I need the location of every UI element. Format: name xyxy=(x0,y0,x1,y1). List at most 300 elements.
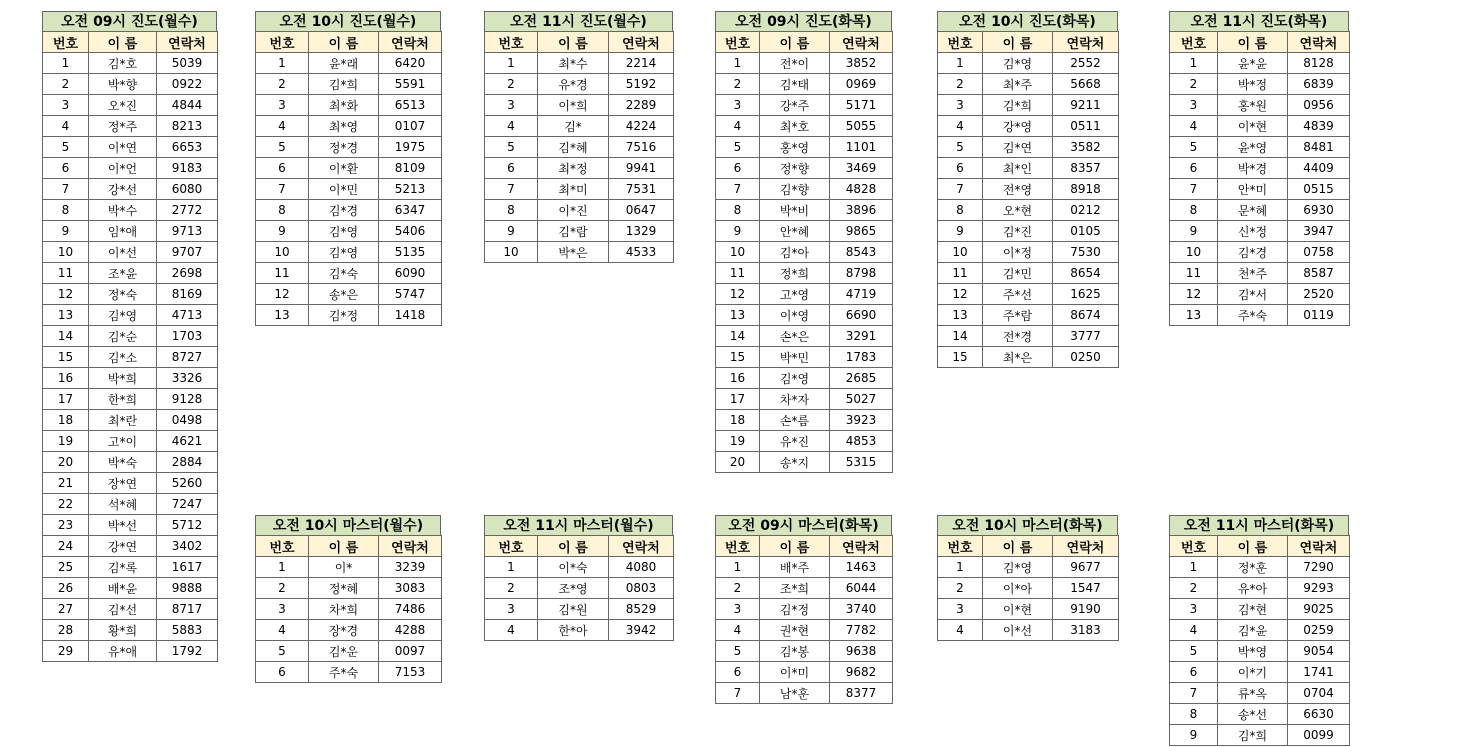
contact-number: 0119 xyxy=(1288,305,1350,326)
row-number: 1 xyxy=(1170,557,1218,578)
row-number: 6 xyxy=(716,662,760,683)
row-number: 4 xyxy=(256,620,309,641)
student-name: 김*영 xyxy=(983,53,1053,74)
class-table xyxy=(937,515,1118,641)
contact-number: 6630 xyxy=(1288,704,1350,725)
table-row xyxy=(485,95,674,116)
student-name: 김*록 xyxy=(89,557,157,578)
header-name: 이 름 xyxy=(538,536,609,557)
row-number: 4 xyxy=(485,116,538,137)
table-row xyxy=(716,389,893,410)
header-contact: 연락처 xyxy=(157,32,218,53)
contact-number: 2214 xyxy=(609,53,674,74)
table-row xyxy=(716,326,893,347)
row-number: 8 xyxy=(938,200,983,221)
table-row xyxy=(256,662,442,683)
row-number: 2 xyxy=(938,578,983,599)
contact-number: 9677 xyxy=(1053,557,1119,578)
student-name: 김*람 xyxy=(538,221,609,242)
student-name: 박*정 xyxy=(1218,74,1288,95)
row-number: 8 xyxy=(1170,200,1218,221)
row-number: 3 xyxy=(938,599,983,620)
contact-number: 7782 xyxy=(830,620,893,641)
table-row xyxy=(43,263,218,284)
table-row xyxy=(43,389,218,410)
row-number: 23 xyxy=(43,515,89,536)
contact-number: 0099 xyxy=(1288,725,1350,746)
student-name: 김*영 xyxy=(983,557,1053,578)
header-row xyxy=(1170,536,1350,557)
student-name: 김*현 xyxy=(1218,599,1288,620)
contact-number: 5055 xyxy=(830,116,893,137)
table-row xyxy=(43,536,218,557)
header-contact: 연락처 xyxy=(830,536,893,557)
student-name: 이*정 xyxy=(983,242,1053,263)
header-contact: 연락처 xyxy=(1288,536,1350,557)
contact-number: 2520 xyxy=(1288,284,1350,305)
header-name: 이 름 xyxy=(983,32,1053,53)
student-name: 정*향 xyxy=(760,158,830,179)
student-name: 이*기 xyxy=(1218,662,1288,683)
row-number: 4 xyxy=(1170,116,1218,137)
contact-number: 9128 xyxy=(157,389,218,410)
header-contact: 연락처 xyxy=(1288,32,1350,53)
student-name: 주*람 xyxy=(983,305,1053,326)
row-number: 4 xyxy=(256,116,309,137)
row-number: 8 xyxy=(716,200,760,221)
roster-table xyxy=(484,535,674,641)
table-row xyxy=(485,578,674,599)
table-row xyxy=(256,305,442,326)
contact-number: 7531 xyxy=(609,179,674,200)
contact-number: 9707 xyxy=(157,242,218,263)
contact-number: 5712 xyxy=(157,515,218,536)
contact-number: 7247 xyxy=(157,494,218,515)
row-number: 2 xyxy=(938,74,983,95)
row-number: 15 xyxy=(938,347,983,368)
contact-number: 6839 xyxy=(1288,74,1350,95)
table-row xyxy=(256,53,442,74)
row-number: 2 xyxy=(1170,74,1218,95)
student-name: 김* xyxy=(538,116,609,137)
student-name: 최*인 xyxy=(983,158,1053,179)
table-row xyxy=(1170,95,1350,116)
table-row xyxy=(485,620,674,641)
table-row xyxy=(43,158,218,179)
contact-number: 8377 xyxy=(830,683,893,704)
header-no: 번호 xyxy=(1170,32,1218,53)
table-row xyxy=(1170,53,1350,74)
contact-number: 5135 xyxy=(379,242,442,263)
contact-number: 0515 xyxy=(1288,179,1350,200)
contact-number: 4224 xyxy=(609,116,674,137)
row-number: 4 xyxy=(485,620,538,641)
header-contact: 연락처 xyxy=(379,32,442,53)
row-number: 18 xyxy=(43,410,89,431)
student-name: 황*희 xyxy=(89,620,157,641)
contact-number: 9638 xyxy=(830,641,893,662)
contact-number: 0105 xyxy=(1053,221,1119,242)
table-row xyxy=(938,620,1119,641)
header-row xyxy=(43,32,218,53)
contact-number: 4288 xyxy=(379,620,442,641)
contact-number: 7486 xyxy=(379,599,442,620)
row-number: 15 xyxy=(716,347,760,368)
contact-number: 4719 xyxy=(830,284,893,305)
table-row xyxy=(43,431,218,452)
contact-number: 3740 xyxy=(830,599,893,620)
contact-number: 9293 xyxy=(1288,578,1350,599)
student-name: 김*진 xyxy=(983,221,1053,242)
table-row xyxy=(1170,725,1350,746)
table-row xyxy=(716,95,893,116)
student-name: 윤*영 xyxy=(1218,137,1288,158)
table-row xyxy=(43,242,218,263)
student-name: 윤*윤 xyxy=(1218,53,1288,74)
table-row xyxy=(1170,263,1350,284)
roster-table xyxy=(937,31,1119,368)
student-name: 이*영 xyxy=(760,305,830,326)
contact-number: 4621 xyxy=(157,431,218,452)
student-name: 박*영 xyxy=(1218,641,1288,662)
contact-number: 2289 xyxy=(609,95,674,116)
contact-number: 1463 xyxy=(830,557,893,578)
table-row xyxy=(43,95,218,116)
contact-number: 8727 xyxy=(157,347,218,368)
row-number: 2 xyxy=(485,74,538,95)
student-name: 김*운 xyxy=(309,641,379,662)
contact-number: 0922 xyxy=(157,74,218,95)
class-table xyxy=(1169,11,1349,326)
header-row xyxy=(256,536,442,557)
contact-number: 7290 xyxy=(1288,557,1350,578)
contact-number: 0758 xyxy=(1288,242,1350,263)
row-number: 28 xyxy=(43,620,89,641)
table-row xyxy=(938,221,1119,242)
student-name: 김*영 xyxy=(309,242,379,263)
table-row xyxy=(716,368,893,389)
row-number: 2 xyxy=(485,578,538,599)
header-name: 이 름 xyxy=(309,32,379,53)
student-name: 홍*원 xyxy=(1218,95,1288,116)
student-name: 배*윤 xyxy=(89,578,157,599)
table-row xyxy=(485,116,674,137)
header-row xyxy=(716,536,893,557)
student-name: 류*옥 xyxy=(1218,683,1288,704)
row-number: 2 xyxy=(1170,578,1218,599)
table-row xyxy=(485,200,674,221)
contact-number: 1625 xyxy=(1053,284,1119,305)
contact-number: 6653 xyxy=(157,137,218,158)
table-row xyxy=(1170,116,1350,137)
table-row xyxy=(716,662,893,683)
row-number: 12 xyxy=(716,284,760,305)
table-row xyxy=(256,578,442,599)
student-name: 이*현 xyxy=(1218,116,1288,137)
student-name: 이*민 xyxy=(309,179,379,200)
table-row xyxy=(43,452,218,473)
row-number: 11 xyxy=(938,263,983,284)
header-contact: 연락처 xyxy=(1053,536,1119,557)
contact-number: 8587 xyxy=(1288,263,1350,284)
header-contact: 연락처 xyxy=(379,536,442,557)
row-number: 10 xyxy=(1170,242,1218,263)
table-row xyxy=(256,95,442,116)
contact-number: 3083 xyxy=(379,578,442,599)
student-name: 유*아 xyxy=(1218,578,1288,599)
row-number: 9 xyxy=(716,221,760,242)
student-name: 최*은 xyxy=(983,347,1053,368)
header-name: 이 름 xyxy=(1218,32,1288,53)
student-name: 김*영 xyxy=(89,305,157,326)
contact-number: 9190 xyxy=(1053,599,1119,620)
row-number: 5 xyxy=(716,137,760,158)
row-number: 26 xyxy=(43,578,89,599)
student-name: 김*혜 xyxy=(538,137,609,158)
table-row xyxy=(43,53,218,74)
class-table xyxy=(255,515,441,683)
roster-table xyxy=(937,535,1119,641)
row-number: 1 xyxy=(256,53,309,74)
contact-number: 9211 xyxy=(1053,95,1119,116)
student-name: 안*혜 xyxy=(760,221,830,242)
student-name: 최*란 xyxy=(89,410,157,431)
table-row xyxy=(256,179,442,200)
student-name: 최*미 xyxy=(538,179,609,200)
contact-number: 4853 xyxy=(830,431,893,452)
header-name: 이 름 xyxy=(309,536,379,557)
table-row xyxy=(716,242,893,263)
student-name: 석*혜 xyxy=(89,494,157,515)
student-name: 최*정 xyxy=(538,158,609,179)
header-row xyxy=(256,32,442,53)
table-row xyxy=(938,242,1119,263)
contact-number: 8169 xyxy=(157,284,218,305)
class-table xyxy=(255,11,441,326)
student-name: 박*향 xyxy=(89,74,157,95)
student-name: 김*희 xyxy=(1218,725,1288,746)
student-name: 정*희 xyxy=(760,263,830,284)
student-name: 손*은 xyxy=(760,326,830,347)
header-contact: 연락처 xyxy=(609,32,674,53)
student-name: 김*순 xyxy=(89,326,157,347)
row-number: 6 xyxy=(1170,662,1218,683)
row-number: 4 xyxy=(716,620,760,641)
table-row xyxy=(485,137,674,158)
table-row xyxy=(43,179,218,200)
header-name: 이 름 xyxy=(760,32,830,53)
student-name: 장*경 xyxy=(309,620,379,641)
class-table xyxy=(484,515,673,641)
contact-number: 7530 xyxy=(1053,242,1119,263)
table-row xyxy=(938,347,1119,368)
student-name: 권*현 xyxy=(760,620,830,641)
table-row xyxy=(938,263,1119,284)
student-name: 고*이 xyxy=(89,431,157,452)
header-row xyxy=(485,536,674,557)
row-number: 3 xyxy=(716,599,760,620)
row-number: 22 xyxy=(43,494,89,515)
student-name: 조*영 xyxy=(538,578,609,599)
table-title: 오전 11시 마스터(화목) xyxy=(1169,515,1349,535)
student-name: 강*선 xyxy=(89,179,157,200)
row-number: 6 xyxy=(256,158,309,179)
contact-number: 5213 xyxy=(379,179,442,200)
row-number: 6 xyxy=(716,158,760,179)
header-contact: 연락처 xyxy=(609,536,674,557)
contact-number: 3469 xyxy=(830,158,893,179)
contact-number: 2685 xyxy=(830,368,893,389)
table-row xyxy=(716,599,893,620)
contact-number: 7153 xyxy=(379,662,442,683)
student-name: 김*희 xyxy=(983,95,1053,116)
roster-table xyxy=(255,535,442,683)
table-row xyxy=(938,179,1119,200)
student-name: 홍*영 xyxy=(760,137,830,158)
table-row xyxy=(43,473,218,494)
row-number: 19 xyxy=(43,431,89,452)
contact-number: 8213 xyxy=(157,116,218,137)
student-name: 유*애 xyxy=(89,641,157,662)
student-name: 송*은 xyxy=(309,284,379,305)
table-title: 오전 10시 진도(화목) xyxy=(937,11,1118,31)
table-row xyxy=(256,200,442,221)
contact-number: 0704 xyxy=(1288,683,1350,704)
contact-number: 3183 xyxy=(1053,620,1119,641)
contact-number: 3923 xyxy=(830,410,893,431)
contact-number: 1329 xyxy=(609,221,674,242)
contact-number: 5883 xyxy=(157,620,218,641)
class-table xyxy=(484,11,673,263)
contact-number: 5315 xyxy=(830,452,893,473)
table-row xyxy=(43,368,218,389)
table-row xyxy=(1170,683,1350,704)
table-row xyxy=(43,599,218,620)
student-name: 전*경 xyxy=(983,326,1053,347)
table-row xyxy=(256,116,442,137)
table-row xyxy=(43,620,218,641)
row-number: 4 xyxy=(1170,620,1218,641)
row-number: 7 xyxy=(1170,683,1218,704)
contact-number: 1975 xyxy=(379,137,442,158)
contact-number: 9888 xyxy=(157,578,218,599)
contact-number: 5747 xyxy=(379,284,442,305)
contact-number: 3582 xyxy=(1053,137,1119,158)
student-name: 남*훈 xyxy=(760,683,830,704)
row-number: 7 xyxy=(43,179,89,200)
row-number: 9 xyxy=(256,221,309,242)
class-table xyxy=(715,515,892,704)
row-number: 10 xyxy=(938,242,983,263)
table-row xyxy=(43,200,218,221)
table-title: 오전 10시 마스터(월수) xyxy=(255,515,441,535)
contact-number: 5171 xyxy=(830,95,893,116)
contact-number: 8357 xyxy=(1053,158,1119,179)
row-number: 1 xyxy=(485,557,538,578)
row-number: 13 xyxy=(938,305,983,326)
header-no: 번호 xyxy=(485,536,538,557)
student-name: 장*연 xyxy=(89,473,157,494)
row-number: 9 xyxy=(1170,221,1218,242)
contact-number: 8481 xyxy=(1288,137,1350,158)
contact-number: 1703 xyxy=(157,326,218,347)
row-number: 11 xyxy=(1170,263,1218,284)
student-name: 김*봉 xyxy=(760,641,830,662)
student-name: 김*향 xyxy=(760,179,830,200)
row-number: 3 xyxy=(485,95,538,116)
student-name: 최*주 xyxy=(983,74,1053,95)
table-row xyxy=(43,137,218,158)
table-row xyxy=(938,200,1119,221)
student-name: 김*원 xyxy=(538,599,609,620)
contact-number: 3896 xyxy=(830,200,893,221)
student-name: 이*선 xyxy=(89,242,157,263)
row-number: 3 xyxy=(43,95,89,116)
table-title: 오전 09시 마스터(화목) xyxy=(715,515,892,535)
table-row xyxy=(256,599,442,620)
header-name: 이 름 xyxy=(760,536,830,557)
row-number: 3 xyxy=(1170,95,1218,116)
student-name: 주*숙 xyxy=(1218,305,1288,326)
student-name: 박*은 xyxy=(538,242,609,263)
table-row xyxy=(716,683,893,704)
row-number: 11 xyxy=(716,263,760,284)
table-row xyxy=(256,620,442,641)
row-number: 10 xyxy=(485,242,538,263)
row-number: 1 xyxy=(716,557,760,578)
row-number: 7 xyxy=(938,179,983,200)
table-row xyxy=(256,557,442,578)
contact-number: 9713 xyxy=(157,221,218,242)
student-name: 강*주 xyxy=(760,95,830,116)
row-number: 16 xyxy=(716,368,760,389)
student-name: 최*호 xyxy=(760,116,830,137)
row-number: 6 xyxy=(938,158,983,179)
table-row xyxy=(43,641,218,662)
table-row xyxy=(1170,599,1350,620)
table-row xyxy=(485,221,674,242)
table-row xyxy=(716,347,893,368)
row-number: 20 xyxy=(43,452,89,473)
table-title: 오전 10시 마스터(화목) xyxy=(937,515,1118,535)
student-name: 안*미 xyxy=(1218,179,1288,200)
student-name: 조*윤 xyxy=(89,263,157,284)
row-number: 13 xyxy=(1170,305,1218,326)
row-number: 5 xyxy=(716,641,760,662)
row-number: 8 xyxy=(1170,704,1218,725)
contact-number: 6930 xyxy=(1288,200,1350,221)
table-row xyxy=(716,305,893,326)
row-number: 17 xyxy=(716,389,760,410)
student-name: 손*름 xyxy=(760,410,830,431)
student-name: 한*희 xyxy=(89,389,157,410)
contact-number: 5668 xyxy=(1053,74,1119,95)
row-number: 19 xyxy=(716,431,760,452)
table-row xyxy=(938,305,1119,326)
student-name: 김*서 xyxy=(1218,284,1288,305)
row-number: 10 xyxy=(256,242,309,263)
table-row xyxy=(43,305,218,326)
contact-number: 8128 xyxy=(1288,53,1350,74)
student-name: 이*진 xyxy=(538,200,609,221)
row-number: 5 xyxy=(1170,641,1218,662)
contact-number: 1741 xyxy=(1288,662,1350,683)
student-name: 전*이 xyxy=(760,53,830,74)
student-name: 이*현 xyxy=(983,599,1053,620)
table-row xyxy=(938,137,1119,158)
student-name: 오*진 xyxy=(89,95,157,116)
table-row xyxy=(485,599,674,620)
